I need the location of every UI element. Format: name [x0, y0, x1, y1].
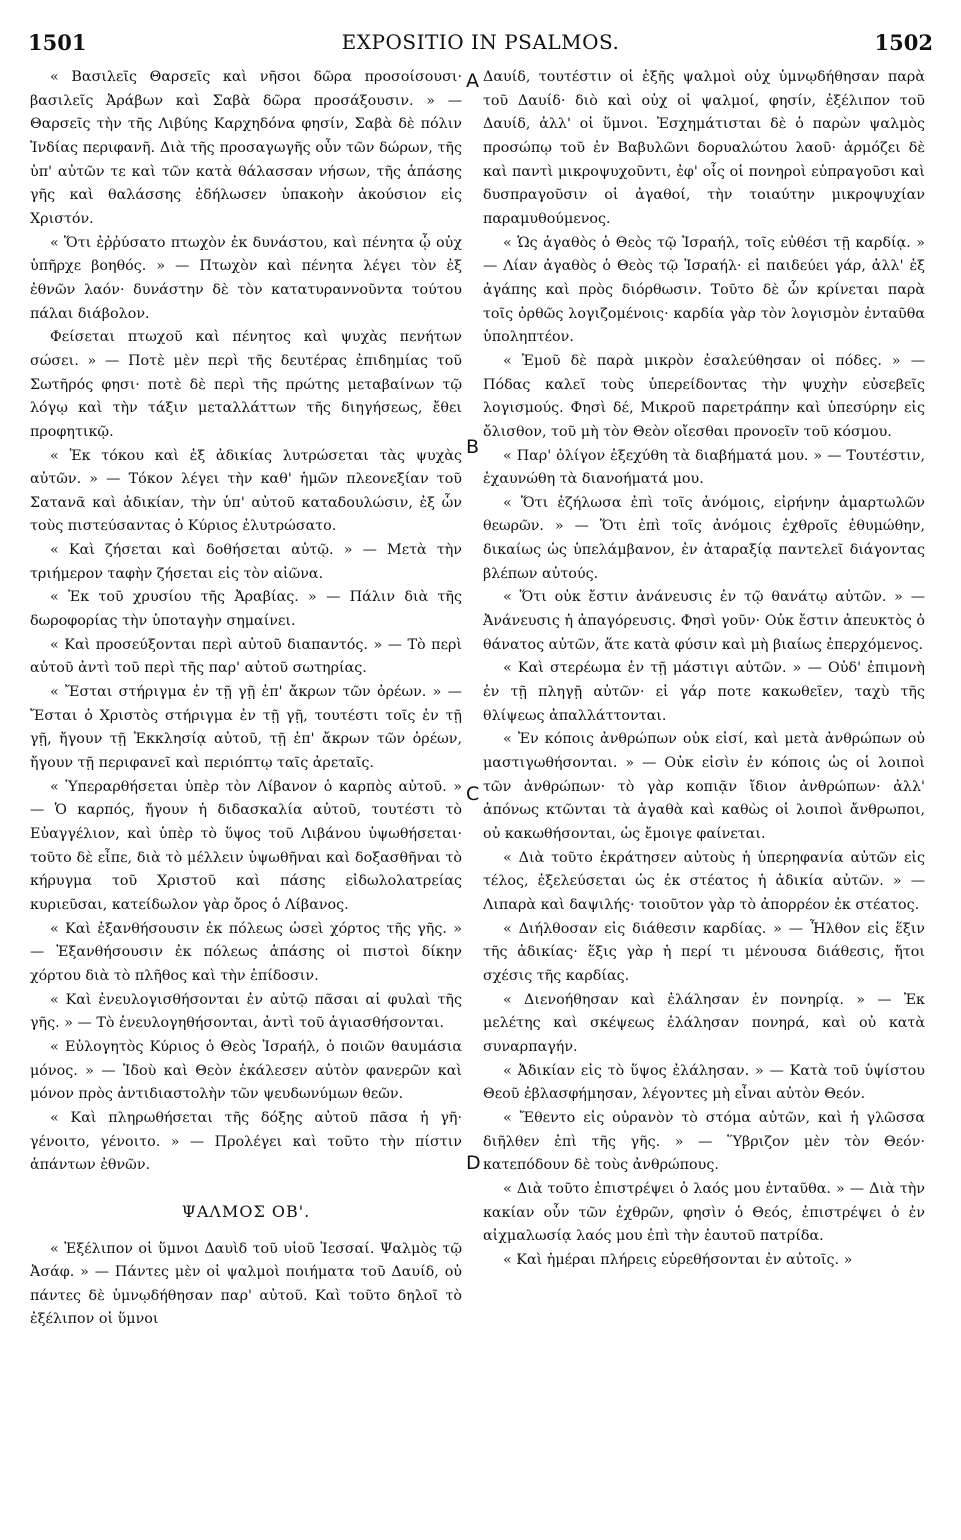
- paragraph: « Διὰ τοῦτο ἐπιστρέψει ὁ λαός μου ἐνταῦθα. » — Διὰ τὴν κακίαν οὖν τῶν ἐχθρῶν, φησὶν ὁ Θεός, ἐπιστρέψει ὁ ἐν αἰχμαλωσίᾳ λαός μου ἐπὶ τὴν ἑαυτοῦ πατρίδα.: [483, 1180, 925, 1245]
- paragraph: Δαυίδ, τουτέστιν οἱ ἑξῆς ψαλμοὶ οὐχ ὑμνῳδήθησαν παρὰ τοῦ Δαυίδ· διὸ καὶ οὐχ οἱ ψαλμοί, φησίν, ἐξέλιπον τοῦ Δαυίδ, ἀλλ' οἱ ὕμνοι. Ἐσχημάτισται δὲ ὁ παρὼν ψαλμὸς προσώπῳ τοῦ ἐν Βαβυλῶνι δορυαλώτου λαοῦ· ἁρμόζει δὲ καὶ παντὶ μικροψυχοῦντι, ἐφ' οἷς οἱ πονηροὶ εὐπραγοῦσι καὶ δυσπραγοῦσιν οἱ ἀγαθοί, τὴν τοιαύτην μικροψυχίαν παραμυθούμενος.: [483, 69, 925, 227]
- paragraph: « Καὶ ἐνευλογισθήσονται ἐν αὐτῷ πᾶσαι αἱ φυλαὶ τῆς γῆς. » — Τὸ ἐνευλογηθήσονται, ἀντὶ τοῦ ἁγιασθήσονται.: [30, 991, 462, 1032]
- paragraph: « Καὶ προσεύξονται περὶ αὐτοῦ διαπαντός. » — Τὸ περὶ αὐτοῦ ἀντὶ τοῦ περὶ τῆς παρ' αὐτοῦ σωτηρίας.: [30, 636, 462, 677]
- paragraph: « Ἀδικίαν εἰς τὸ ὕψος ἐλάλησαν. » — Κατὰ τοῦ ὑψίστου Θεοῦ ἐβλασφήμησαν, λέγοντες μὴ εἶναι αὐτὸν Θεόν.: [483, 1062, 925, 1103]
- paragraph: « Ὅτι ἐζήλωσα ἐπὶ τοῖς ἀνόμοις, εἰρήνην ἁμαρτωλῶν θεωρῶν. » — Ὅτι ἐπὶ τοῖς ἀνόμοις ἐχθροῖς ἐθυμώθην, δικαίως ὡς ὑπελάμβανον, ἐν ἀταραξίᾳ παντελεῖ διάγοντας βλέπων αὐτούς.: [483, 494, 925, 582]
- paragraph: « Ὅτι ἐῤῥύσατο πτωχὸν ἐκ δυνάστου, καὶ πένητα ᾧ οὐχ ὑπῆρχε βοηθός. » — Πτωχὸν καὶ πένητα λέγει τὸν ἐξ ἐθνῶν λαόν· δυνάστην δὲ τὸν κατατυραννοῦντα τούτου πάλαι διάβολον.: [30, 234, 462, 322]
- running-title: EXPOSITIO IN PSALMOS.: [341, 30, 620, 54]
- paragraph: « Ἐκ τοῦ χρυσίου τῆς Ἀραβίας. » — Πάλιν διὰ τῆς δωροφορίας τὴν ὑποταγὴν σημαίνει.: [30, 589, 462, 630]
- paragraph: « Ὡς ἀγαθὸς ὁ Θεὸς τῷ Ἰσραήλ, τοῖς εὐθέσι τῇ καρδίᾳ. » — Λίαν ἀγαθὸς ὁ Θεὸς τῷ Ἰσραήλ· εἰ παιδεύει γάρ, ἀλλ' ἐξ ἀγάπης καὶ πρὸς διόρθωσιν. Τοῦτο δὲ ὧν κρίνεται παρὰ τοῖς ὀρθῶς λογιζομένοις· καρδία γὰρ τὸν λογισμὸν ἐνταῦθα ὑποληπτέον.: [483, 234, 925, 346]
- paragraph: « Διήλθοσαν εἰς διάθεσιν καρδίας. » — Ἦλθον εἰς ἕξιν τῆς ἀδικίας· ἕξις γὰρ ἡ περί τι μένουσα διάθεσις, ἤτοι σχέσις τῆς καρδίας.: [483, 920, 925, 984]
- margin-letter-d: D: [466, 1152, 481, 1174]
- paragraph: « Καὶ ζήσεται καὶ δοθήσεται αὐτῷ. » — Μετὰ τὴν τριήμερον ταφὴν ζήσεται εἰς τὸν αἰῶνα.: [30, 542, 462, 582]
- margin-letter-b: B: [466, 436, 480, 458]
- page-header: [28, 30, 933, 60]
- paragraph: « Ἐμοῦ δὲ παρὰ μικρὸν ἐσαλεύθησαν οἱ πόδες. » — Πόδας καλεῖ τοὺς ὑπερείδοντας τὴν ψυχὴν εὐσεβεῖς λογισμούς. Φησὶ δέ, Μικροῦ παρετράπην καὶ ὑπεσύρην εἰς ὄλισθον, τοῦ μὴ τὸν Θεὸν οἴεσθαι προνοεῖν τοῦ κόσμου.: [483, 352, 925, 440]
- paragraph: « Ἔθεντο εἰς οὐρανὸν τὸ στόμα αὐτῶν, καὶ ἡ γλῶσσα διῆλθεν ἐπὶ τῆς γῆς. » — Ὕβριζον μὲν τὸν Θεόν· κατεπόδουν δὲ τοὺς ἀνθρώπους.: [483, 1109, 925, 1174]
- paragraph: « Ἔσται στήριγμα ἐν τῇ γῇ ἐπ' ἄκρων τῶν ὀρέων. » — Ἔσται ὁ Χριστὸς στήριγμα ἐν τῇ γῇ, τουτέστι τοῖς ἐν τῇ γῇ, ἤγουν τῇ Ἐκκλησίᾳ αὐτοῦ, τῇ ἐπ' ἄκρων τῶν ὀρέων, ἤγουν τῇ περιφανεῖ καὶ περιόπτῳ ταῖς ἀρεταῖς.: [30, 684, 462, 772]
- paragraph: « Βασιλεῖς Θαρσεῖς καὶ νῆσοι δῶρα προσοίσουσι· βασιλεῖς Ἀράβων καὶ Σαβὰ δῶρα προσάξουσιν. » — Θαρσεῖς τὴν τῆς Λιβύης Καρχηδόνα φησίν, Σαβὰ δὲ πόλιν Ἰνδίας περιφανῆ. Διὰ τῆς προσαγωγῆς οὖν τῶν δώρων, τῆς ὑπ' αὐτῶν τε καὶ τῶν κατὰ θάλασσαν νήσων, τῆς ἁπάσης γῆς καὶ θαλάσσης ἐδήλωσεν ὑπακοὴν ἀκούσιον εἰς Χριστόν.: [30, 69, 462, 227]
- paragraph: « Καὶ ἡμέραι πλήρεις εὑρεθήσονται ἐν αὐτοῖς. »: [503, 1251, 853, 1268]
- paragraph: « Διὰ τοῦτο ἐκράτησεν αὐτοὺς ἡ ὑπερηφανία αὐτῶν εἰς τέλος, ἐξελεύσεται ὡς ἐκ στέατος ἡ ἀδικία αὐτῶν. » — Λιπαρὰ καὶ δαψιλής· τοιοῦτον γὰρ τὸ ἀπορρέον ἐκ στέατος.: [483, 849, 925, 913]
- paragraph: « Παρ' ὀλίγον ἐξεχύθη τὰ διαβήματά μου. » — Τουτέστιν, ἐχαυνώθη τὰ διανοήματά μου.: [483, 447, 925, 488]
- margin-letter-a: A: [466, 70, 479, 92]
- page-number-left: 1501: [28, 30, 87, 55]
- paragraph: « Διενοήθησαν καὶ ἐλάλησαν ἐν πονηρίᾳ. » — Ἐκ μελέτης καὶ σκέψεως ἐλάλησαν πονηρά, καὶ οὐ κατὰ συναρπαγήν.: [483, 991, 925, 1055]
- left-column: [30, 66, 462, 1332]
- margin-letter-c: C: [466, 783, 480, 805]
- right-column: [483, 66, 925, 1272]
- paragraph: « Ὑπεραρθήσεται ὑπὲρ τὸν Λίβανον ὁ καρπὸς αὐτοῦ. » — Ὁ καρπός, ἤγουν ἡ διδασκαλία αὐτοῦ, τουτέστι τὸ Εὐαγγέλιον, καὶ ὑπὲρ τὸ ὕψος τοῦ Λιβάνου ὑψωθήσεται· τοῦτο δὲ εἶπε, διὰ τὸ μέλλειν ὑψωθῆναι καὶ δοξασθῆναι τὸ κήρυγμα τοῦ Χριστοῦ καὶ πάσης εἰδωλολατρείας κυριεῦσαι, κατείδωλον γὰρ ὄρος ὁ Λίβανος.: [30, 778, 462, 913]
- paragraph: « Καὶ στερέωμα ἐν τῇ μάστιγι αὐτῶν. » — Οὐδ' ἐπιμονὴ ἐν τῇ πληγῇ αὐτῶν· εἰ γάρ ποτε κακωθεῖεν, ταχὺ τῆς θλίψεως ἀπαλλάττονται.: [483, 660, 925, 724]
- paragraph: « Καὶ πληρωθήσεται τῆς δόξης αὐτοῦ πᾶσα ἡ γῆ· γένοιτο, γένοιτο. » — Προλέγει καὶ τοῦτο τὴν πίστιν ἁπάντων ἐθνῶν.: [30, 1109, 462, 1174]
- paragraph: « Εὐλογητὸς Κύριος ὁ Θεὸς Ἰσραήλ, ὁ ποιῶν θαυμάσια μόνος. » — Ἰδοὺ καὶ Θεὸν ἐκάλεσεν αὐτὸν φανερῶν καὶ μόνον πρὸς ἀντιδιαστολὴν τῶν ψευδωνύμων θεῶν.: [30, 1038, 462, 1103]
- paragraph: « Ὅτι οὐκ ἔστιν ἀνάνευσις ἐν τῷ θανάτῳ αὐτῶν. » — Ἀνάνευσις ἡ ἀπαγόρευσις. Φησὶ γοῦν· Οὐκ ἔστιν ἀπευκτὸς ὁ θάνατος αὐτῶν, ἅτε κατὰ φύσιν καὶ μὴ βιαίως ἐπερχόμενος.: [483, 589, 925, 653]
- paragraph: « Ἐκ τόκου καὶ ἐξ ἀδικίας λυτρώσεται τὰς ψυχὰς αὐτῶν. » — Τόκον λέγει τὴν καθ' ἡμῶν πλεονεξίαν τοῦ Σατανᾶ καὶ ἀδικίαν, τὴν ὑπ' αὐτοῦ καταδουλώσιν, ἐξ ὧν τοὺς πιστεύσαντας ὁ Κύριος ἐλυτρώσατο.: [30, 447, 462, 535]
- paragraph: « Καὶ ἐξανθήσουσιν ἐκ πόλεως ὡσεὶ χόρτος τῆς γῆς. » — Ἐξανθήσουσιν ἐκ πόλεως ἁπάσης οἱ πιστοὶ δίκην χόρτου διὰ τὸ πλῆθος καὶ τὴν ἐπίδοσιν.: [30, 920, 462, 984]
- paragraph: « Ἐν κόποις ἀνθρώπων οὐκ εἰσί, καὶ μετὰ ἀνθρώπων οὐ μαστιγωθήσονται. » — Οὐκ εἰσὶν ἐν κόποις ὡς οἱ λοιποὶ τῶν ἀνθρώπων· τὸ γὰρ κοπιᾷν ἴδιον ἀνθρώπων· ἀλλ' ἀπόνως κτῶνται τὰ ἀγαθὰ καὶ καθὼς οἱ λοιποὶ ἄνθρωποι, οὐ κακωθήσονται, ὡς ἔμοιγε φαίνεται.: [483, 731, 925, 842]
- paragraph: Φείσεται πτωχοῦ καὶ πένητος καὶ ψυχὰς πενήτων σώσει. » — Ποτὲ μὲν περὶ τῆς δευτέρας ἐπιδημίας τοῦ Σωτῆρός φησι· ποτὲ δὲ περὶ τῆς πρώτης μεταβαίνων τῷ λόγῳ καὶ τὴν τάξιν μεταλλάττων τῆς διηγήσεως, ἔθει προφητικῷ.: [30, 329, 462, 440]
- page-number-right: 1502: [874, 30, 933, 55]
- psalm-heading: ΨΑΛΜΟΣ ΟΒ'.: [181, 1201, 311, 1221]
- paragraph: « Ἐξέλιπον οἱ ὕμνοι Δαυὶδ τοῦ υἱοῦ Ἰεσσαί. Ψαλμὸς τῷ Ἀσάφ. » — Πάντες μὲν οἱ ψαλμοὶ ποιήματα τοῦ Δαυίδ, οὐ πάντες δὲ ὑμνῳδήθησαν παρ' αὐτοῦ. Καὶ τοῦτο δηλοῖ τὸ ἐξέλιπον οἱ ὕμνοι: [30, 1240, 462, 1328]
